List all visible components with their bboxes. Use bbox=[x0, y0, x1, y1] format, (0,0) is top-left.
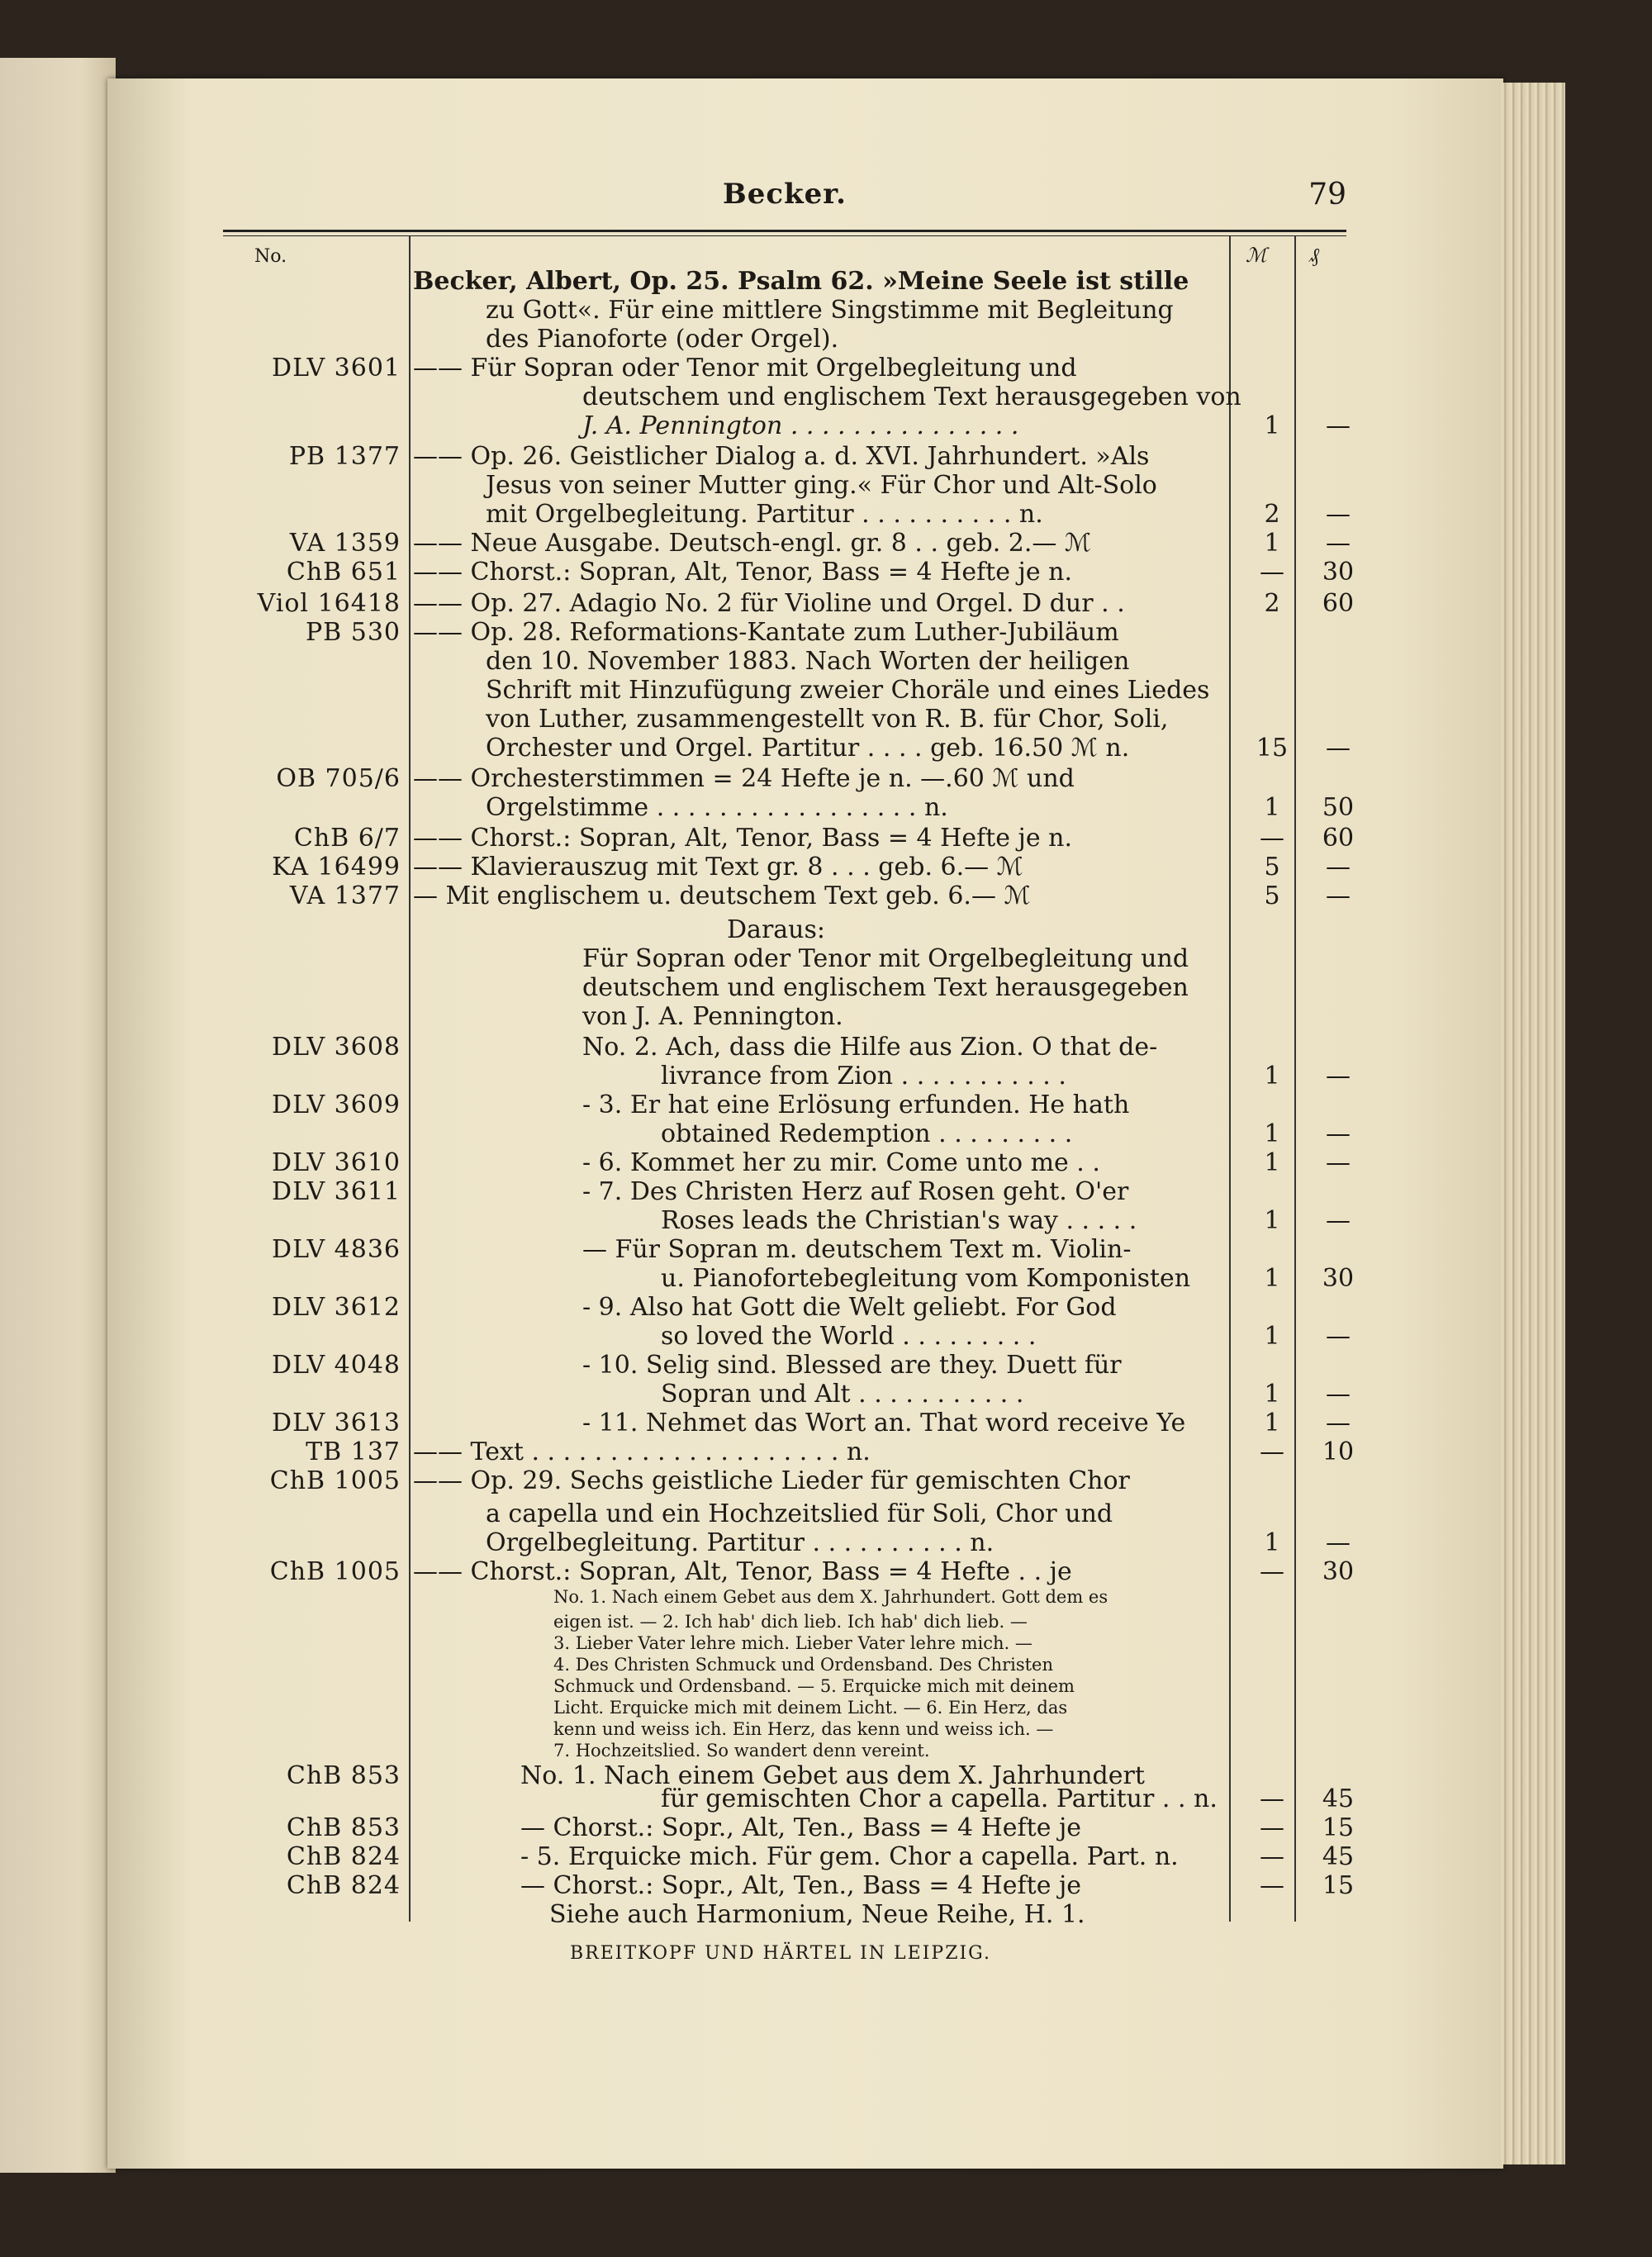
entry-text: Für Sopran oder Tenor mit Orgelbegleitung und bbox=[582, 944, 1189, 973]
entry-text: den 10. November 1883. Nach Worten der heiligen bbox=[486, 647, 1130, 676]
catalog-number: OB 705/6 bbox=[276, 764, 401, 793]
catalog-number: DLV 3609 bbox=[272, 1090, 401, 1119]
entry-text: —— Op. 27. Adagio No. 2 für Violine und Orgel. D dur . . bbox=[413, 589, 1125, 618]
entry-text: Schmuck und Ordensband. — 5. Erquicke mich mit deinem bbox=[553, 1676, 1075, 1696]
price-pfennig: 30 bbox=[1322, 558, 1355, 587]
price-mark: 15 bbox=[1256, 734, 1289, 763]
catalog-number: KA 16499 bbox=[272, 853, 401, 881]
entry-text: - 5. Erquicke mich. Für gem. Chor a capella. Part. n. bbox=[520, 1842, 1179, 1871]
price-mark: 1 bbox=[1264, 529, 1280, 558]
entry-text: von J. A. Pennington. bbox=[582, 1002, 843, 1031]
price-pfennig: — bbox=[1326, 1062, 1351, 1090]
catalog-number: PB 1377 bbox=[288, 442, 401, 471]
catalog-number: DLV 3613 bbox=[272, 1409, 401, 1437]
price-mark: 1 bbox=[1264, 1119, 1280, 1148]
column-header-pfennig: ₰ bbox=[1309, 244, 1319, 267]
publisher-footer: BREITKOPF UND HÄRTEL IN LEIPZIG. bbox=[570, 1943, 991, 1964]
catalog-number: ChB 1005 bbox=[269, 1557, 401, 1586]
entry-text: No. 1. Nach einem Gebet aus dem X. Jahrhundert bbox=[520, 1761, 1145, 1790]
entry-text: von Luther, zusammengestellt von R. B. für Chor, Soli, bbox=[486, 705, 1169, 734]
entry-text: — Für Sopran m. deutschem Text m. Violin- bbox=[582, 1235, 1132, 1264]
catalog-number: TB 137 bbox=[306, 1437, 401, 1466]
price-mark: 2 bbox=[1264, 500, 1280, 529]
price-pfennig: — bbox=[1326, 1528, 1351, 1557]
catalog-number: ChB 853 bbox=[286, 1813, 401, 1842]
catalog-number: Viol 16418 bbox=[257, 589, 401, 618]
entry-text: J. A. Pennington . . . . . . . . . . . . . . . bbox=[582, 411, 1019, 440]
entry-text: — Mit englischem u. deutschem Text geb. 6.— ℳ bbox=[413, 881, 1031, 910]
price-mark: — bbox=[1260, 1871, 1284, 1900]
entry-text: - 11. Nehmet das Wort an. That word receive Ye bbox=[582, 1409, 1186, 1437]
entry-text: Orgelbegleitung. Partitur . . . . . . . . . . n. bbox=[486, 1528, 995, 1557]
price-pfennig: — bbox=[1326, 1409, 1351, 1437]
price-pfennig: — bbox=[1326, 1119, 1351, 1148]
entry-text: — Chorst.: Sopr., Alt, Ten., Bass = 4 Hefte je bbox=[520, 1871, 1082, 1900]
catalog-number: PB 530 bbox=[305, 618, 401, 647]
entry-text: deutschem und englischem Text herausgegeben von bbox=[582, 383, 1241, 411]
price-pfennig: — bbox=[1326, 881, 1351, 910]
entry-text: eigen ist. — 2. Ich hab' dich lieb. Ich hab' dich lieb. — bbox=[553, 1612, 1028, 1632]
entry-text: —— Op. 29. Sechs geistliche Lieder für gemischten Chor bbox=[413, 1466, 1130, 1495]
price-pfennig: — bbox=[1326, 500, 1351, 529]
price-mark: 1 bbox=[1264, 1409, 1280, 1437]
catalog-number: VA 1359 bbox=[289, 529, 401, 558]
column-divider-no bbox=[409, 236, 411, 1922]
entry-text: Daraus: bbox=[727, 915, 825, 944]
catalog-number: ChB 853 bbox=[286, 1761, 401, 1790]
price-pfennig: — bbox=[1326, 1322, 1351, 1351]
price-mark: 1 bbox=[1264, 1206, 1280, 1235]
entry-text: des Pianoforte (oder Orgel). bbox=[486, 325, 839, 354]
price-pfennig: 60 bbox=[1322, 589, 1355, 618]
catalog-number: DLV 4048 bbox=[272, 1351, 401, 1380]
entry-text: Sopran und Alt . . . . . . . . . . . bbox=[661, 1380, 1024, 1409]
price-mark: 5 bbox=[1264, 853, 1280, 881]
price-mark: 1 bbox=[1264, 1264, 1280, 1293]
entry-text: mit Orgelbegleitung. Partitur . . . . . . . . . . n. bbox=[486, 500, 1043, 529]
entry-text: 3. Lieber Vater lehre mich. Lieber Vater lehre mich. — bbox=[553, 1633, 1032, 1653]
catalog-number: DLV 3611 bbox=[272, 1177, 401, 1206]
price-mark: 1 bbox=[1264, 1380, 1280, 1409]
header-rule-thin bbox=[223, 235, 1346, 236]
price-pfennig: 60 bbox=[1322, 824, 1355, 853]
price-pfennig: 30 bbox=[1322, 1557, 1355, 1586]
price-pfennig: — bbox=[1326, 529, 1351, 558]
price-pfennig: 45 bbox=[1322, 1842, 1355, 1871]
catalog-number: DLV 4836 bbox=[272, 1235, 401, 1264]
entry-text: —— Orchesterstimmen = 24 Hefte je n. —.60 ℳ und bbox=[413, 764, 1075, 793]
price-mark: 1 bbox=[1264, 1062, 1280, 1090]
entry-text: obtained Redemption . . . . . . . . . bbox=[661, 1119, 1073, 1148]
catalog-number: ChB 651 bbox=[286, 558, 401, 587]
book-binding bbox=[0, 58, 116, 2173]
price-pfennig: — bbox=[1326, 853, 1351, 881]
entry-text: —— Chorst.: Sopran, Alt, Tenor, Bass = 4 Hefte je n. bbox=[413, 558, 1072, 587]
price-pfennig: — bbox=[1326, 1206, 1351, 1235]
entry-text: Orchester und Orgel. Partitur . . . . geb. 16.50 ℳ n. bbox=[486, 734, 1130, 763]
catalog-number: DLV 3608 bbox=[272, 1033, 401, 1062]
entry-text: —— Neue Ausgabe. Deutsch-engl. gr. 8 . . geb. 2.— ℳ bbox=[413, 529, 1092, 558]
price-mark: — bbox=[1260, 1784, 1284, 1813]
catalog-number: DLV 3601 bbox=[272, 354, 401, 383]
price-pfennig: 30 bbox=[1322, 1264, 1355, 1293]
price-pfennig: 15 bbox=[1322, 1871, 1355, 1900]
price-pfennig: — bbox=[1326, 734, 1351, 763]
entry-text: für gemischten Chor a capella. Partitur . . n. bbox=[661, 1784, 1218, 1813]
entry-text: - 3. Er hat eine Erlösung erfunden. He hath bbox=[582, 1090, 1130, 1119]
catalog-number: VA 1377 bbox=[289, 881, 401, 910]
entry-text: No. 2. Ach, dass die Hilfe aus Zion. O that de- bbox=[582, 1033, 1158, 1062]
entry-text: - 7. Des Christen Herz auf Rosen geht. O'er bbox=[582, 1177, 1129, 1206]
price-mark: 1 bbox=[1264, 411, 1280, 440]
header-rule bbox=[223, 230, 1346, 232]
entry-text: so loved the World . . . . . . . . . bbox=[661, 1322, 1037, 1351]
entry-text: 4. Des Christen Schmuck und Ordensband. Des Christen bbox=[553, 1655, 1054, 1675]
price-mark: — bbox=[1260, 558, 1284, 587]
price-mark: — bbox=[1260, 1842, 1284, 1871]
entry-text: a capella und ein Hochzeitslied für Soli, Chor und bbox=[486, 1499, 1113, 1528]
entry-text: - 10. Selig sind. Blessed are they. Duett für bbox=[582, 1351, 1122, 1380]
entry-text: Orgelstimme . . . . . . . . . . . . . . . . . n. bbox=[486, 793, 948, 822]
price-pfennig: 15 bbox=[1322, 1813, 1355, 1842]
page-header bbox=[223, 178, 1346, 219]
price-pfennig: 10 bbox=[1322, 1437, 1355, 1466]
catalog-number: ChB 1005 bbox=[269, 1466, 401, 1495]
price-pfennig: 45 bbox=[1322, 1784, 1355, 1813]
catalog-number: DLV 3612 bbox=[272, 1293, 401, 1322]
entry-text: —— Für Sopran oder Tenor mit Orgelbegleitung und bbox=[413, 354, 1077, 383]
entry-text: Licht. Erquicke mich mit deinem Licht. — 6. Ein Herz, das bbox=[553, 1698, 1068, 1718]
price-mark: — bbox=[1260, 1813, 1284, 1842]
entry-text: —— Chorst.: Sopran, Alt, Tenor, Bass = 4 Hefte . . je bbox=[413, 1557, 1072, 1586]
entry-text: — Chorst.: Sopr., Alt, Ten., Bass = 4 Hefte je bbox=[520, 1813, 1082, 1842]
price-pfennig: — bbox=[1326, 411, 1351, 440]
catalog-number: ChB 824 bbox=[286, 1842, 401, 1871]
entry-text: - 9. Also hat Gott die Welt geliebt. For God bbox=[582, 1293, 1117, 1322]
price-mark: — bbox=[1260, 824, 1284, 853]
column-header-mark: ℳ bbox=[1246, 244, 1267, 267]
column-header-no: No. bbox=[254, 246, 287, 267]
price-mark: — bbox=[1260, 1437, 1284, 1466]
entry-text: deutschem und englischem Text herausgegeben bbox=[582, 973, 1189, 1002]
entry-text: zu Gott«. Für eine mittlere Singstimme mit Begleitung bbox=[486, 296, 1174, 325]
entry-text: u. Pianofortebegleitung vom Komponisten bbox=[661, 1264, 1191, 1293]
entry-text: livrance from Zion . . . . . . . . . . . bbox=[661, 1062, 1066, 1090]
entry-text: Becker, Albert, Op. 25. Psalm 62. »Meine Seele ist stille bbox=[413, 267, 1189, 296]
price-mark: — bbox=[1260, 1557, 1284, 1586]
price-mark: 1 bbox=[1264, 1322, 1280, 1351]
entry-text: —— Klavierauszug mit Text gr. 8 . . . geb. 6.— ℳ bbox=[413, 853, 1023, 881]
entry-text: Jesus von seiner Mutter ging.« Für Chor und Alt-Solo bbox=[486, 471, 1157, 500]
price-pfennig: — bbox=[1326, 1148, 1351, 1177]
price-mark: 1 bbox=[1264, 1148, 1280, 1177]
price-mark: 1 bbox=[1264, 1528, 1280, 1557]
price-pfennig: 50 bbox=[1322, 793, 1355, 822]
catalog-number: ChB 6/7 bbox=[293, 824, 401, 853]
entry-text: —— Op. 28. Reformations-Kantate zum Luther-Jubiläum bbox=[413, 618, 1119, 647]
entry-text: —— Text . . . . . . . . . . . . . . . . . . . . n. bbox=[413, 1437, 871, 1466]
catalog-number: DLV 3610 bbox=[272, 1148, 401, 1177]
entry-text: Siehe auch Harmonium, Neue Reihe, H. 1. bbox=[549, 1900, 1085, 1929]
price-mark: 2 bbox=[1264, 589, 1280, 618]
price-mark: 5 bbox=[1264, 881, 1280, 910]
catalog-number: ChB 824 bbox=[286, 1871, 401, 1900]
entry-text: 7. Hochzeitslied. So wandert denn vereint. bbox=[553, 1741, 930, 1760]
price-mark: 1 bbox=[1264, 793, 1280, 822]
entry-text: —— Op. 26. Geistlicher Dialog a. d. XVI. Jahrhundert. »Als bbox=[413, 442, 1150, 471]
entry-text: —— Chorst.: Sopran, Alt, Tenor, Bass = 4 Hefte je n. bbox=[413, 824, 1072, 853]
entry-text: No. 1. Nach einem Gebet aus dem X. Jahrhundert. Gott dem es bbox=[553, 1587, 1108, 1607]
entry-text: - 6. Kommet her zu mir. Come unto me . . bbox=[582, 1148, 1100, 1177]
entry-text: kenn und weiss ich. Ein Herz, das kenn und weiss ich. — bbox=[553, 1719, 1054, 1739]
page-title: Becker. bbox=[723, 178, 847, 211]
entry-text: Roses leads the Christian's way . . . . . bbox=[661, 1206, 1137, 1235]
page-number: 79 bbox=[1308, 178, 1346, 211]
entry-text: Schrift mit Hinzufügung zweier Choräle und eines Liedes bbox=[486, 676, 1210, 705]
price-pfennig: — bbox=[1326, 1380, 1351, 1409]
